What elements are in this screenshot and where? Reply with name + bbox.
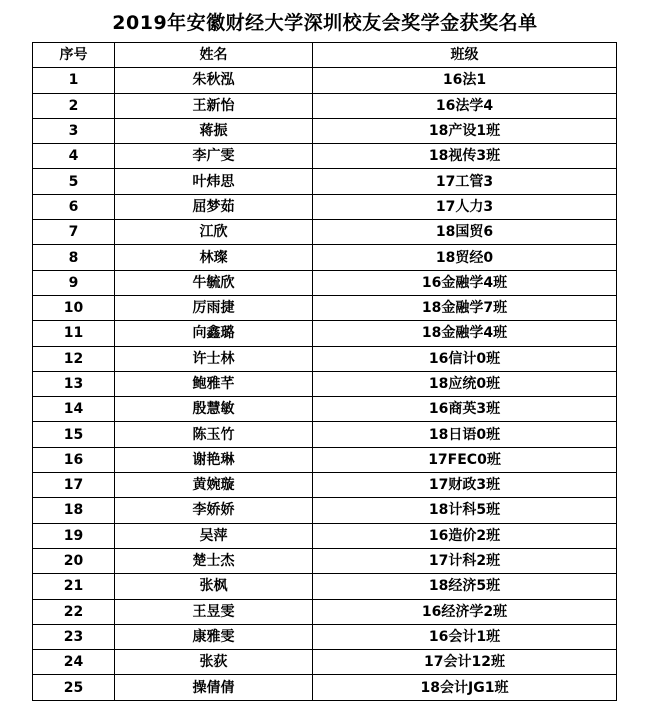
student-class: 17FEC0班 — [313, 447, 617, 472]
table-row — [33, 397, 617, 422]
student-class: 18金融学4班 — [313, 321, 617, 346]
column-header-number: 序号 — [33, 43, 115, 68]
row-number: 10 — [33, 295, 115, 320]
student-class: 17财政3班 — [313, 473, 617, 498]
column-header-class: 班级 — [313, 43, 617, 68]
student-name: 殷慧敏 — [115, 397, 313, 422]
page-title: 2019年安徽财经大学深圳校友会奖学金获奖名单 — [112, 12, 538, 34]
student-name: 李娇娇 — [115, 498, 313, 523]
student-class: 18国贸6 — [313, 220, 617, 245]
student-name: 康雅雯 — [115, 624, 313, 649]
student-class: 18会计JG1班 — [313, 675, 617, 700]
table-row — [33, 650, 617, 675]
table-row — [33, 599, 617, 624]
student-name: 叶炜思 — [115, 169, 313, 194]
row-number: 12 — [33, 346, 115, 371]
student-class: 18产设1班 — [313, 118, 617, 143]
table-header-row — [33, 43, 617, 68]
row-number: 13 — [33, 371, 115, 396]
row-number: 19 — [33, 523, 115, 548]
student-name: 张荻 — [115, 650, 313, 675]
table-row — [33, 93, 617, 118]
row-number: 16 — [33, 447, 115, 472]
table-row — [33, 321, 617, 346]
table-row — [33, 523, 617, 548]
student-name: 向鑫璐 — [115, 321, 313, 346]
table-row — [33, 473, 617, 498]
student-class: 18应统0班 — [313, 371, 617, 396]
row-number: 6 — [33, 194, 115, 219]
student-class: 17会计12班 — [313, 650, 617, 675]
table-row — [33, 574, 617, 599]
student-name: 林璨 — [115, 245, 313, 270]
student-name: 谢艳琳 — [115, 447, 313, 472]
row-number: 5 — [33, 169, 115, 194]
table-row — [33, 245, 617, 270]
student-name: 王昱雯 — [115, 599, 313, 624]
table-row — [33, 270, 617, 295]
column-header-name: 姓名 — [115, 43, 313, 68]
row-number: 4 — [33, 144, 115, 169]
row-number: 22 — [33, 599, 115, 624]
row-number: 14 — [33, 397, 115, 422]
student-name: 陈玉竹 — [115, 422, 313, 447]
row-number: 8 — [33, 245, 115, 270]
student-name: 厉雨捷 — [115, 295, 313, 320]
student-name: 屈梦茹 — [115, 194, 313, 219]
row-number: 24 — [33, 650, 115, 675]
table-row — [33, 194, 617, 219]
student-class: 16法1 — [313, 68, 617, 93]
student-name: 操倩倩 — [115, 675, 313, 700]
row-number: 7 — [33, 220, 115, 245]
student-class: 16会计1班 — [313, 624, 617, 649]
student-name: 王新怡 — [115, 93, 313, 118]
student-name: 朱秋泓 — [115, 68, 313, 93]
table-row — [33, 675, 617, 700]
student-class: 16法学4 — [313, 93, 617, 118]
student-class: 16经济学2班 — [313, 599, 617, 624]
student-name: 鲍雅芊 — [115, 371, 313, 396]
student-class: 18经济5班 — [313, 574, 617, 599]
table-row — [33, 371, 617, 396]
student-name: 蒋振 — [115, 118, 313, 143]
row-number: 25 — [33, 675, 115, 700]
student-class: 17工管3 — [313, 169, 617, 194]
table-row — [33, 68, 617, 93]
row-number: 18 — [33, 498, 115, 523]
student-class: 17计科2班 — [313, 548, 617, 573]
table-row — [33, 295, 617, 320]
table-row — [33, 498, 617, 523]
student-class: 18金融学7班 — [313, 295, 617, 320]
student-class: 18视传3班 — [313, 144, 617, 169]
student-name: 李广雯 — [115, 144, 313, 169]
table-row — [33, 144, 617, 169]
table-row — [33, 346, 617, 371]
row-number: 11 — [33, 321, 115, 346]
student-class: 17人力3 — [313, 194, 617, 219]
student-class: 16造价2班 — [313, 523, 617, 548]
student-name: 江欣 — [115, 220, 313, 245]
row-number: 3 — [33, 118, 115, 143]
row-number: 21 — [33, 574, 115, 599]
student-class: 16商英3班 — [313, 397, 617, 422]
student-class: 18贸经0 — [313, 245, 617, 270]
student-class: 16金融学4班 — [313, 270, 617, 295]
row-number: 2 — [33, 93, 115, 118]
row-number: 9 — [33, 270, 115, 295]
table-row — [33, 422, 617, 447]
table-row — [33, 220, 617, 245]
scholarship-winners-table — [32, 42, 617, 701]
table-row — [33, 169, 617, 194]
row-number: 15 — [33, 422, 115, 447]
table-row — [33, 118, 617, 143]
table-row — [33, 624, 617, 649]
row-number: 20 — [33, 548, 115, 573]
student-name: 楚士杰 — [115, 548, 313, 573]
student-class: 18计科5班 — [313, 498, 617, 523]
row-number: 23 — [33, 624, 115, 649]
row-number: 17 — [33, 473, 115, 498]
table-row — [33, 447, 617, 472]
student-name: 张枫 — [115, 574, 313, 599]
row-number: 1 — [33, 68, 115, 93]
student-name: 牛毓欣 — [115, 270, 313, 295]
student-name: 吴萍 — [115, 523, 313, 548]
student-name: 许士林 — [115, 346, 313, 371]
student-class: 18日语0班 — [313, 422, 617, 447]
table-row — [33, 548, 617, 573]
student-name: 黄婉璇 — [115, 473, 313, 498]
student-class: 16信计0班 — [313, 346, 617, 371]
